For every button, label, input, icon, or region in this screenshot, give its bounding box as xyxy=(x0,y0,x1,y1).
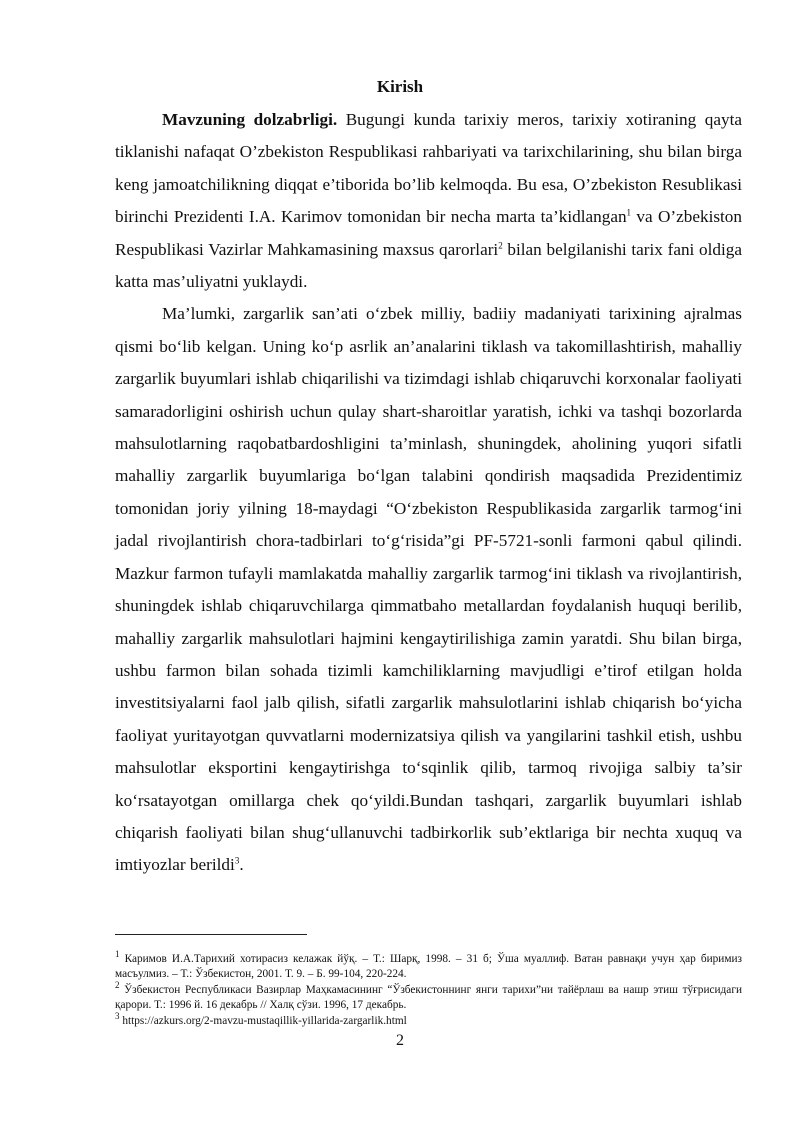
paragraph-text: Bugungi kunda tarixiy meros, tarixiy xotiraning qayta tiklanishi nafaqat O’zbekiston Respublikasi rahbariyati va tarixchilarining, shu bilan birga keng jamoatchilikning diqqat e’tiborida bo’lib kelmoqda. Bu esa, O’zbekiston Resublikasi birinchi Prezidenti I.A. Karimov tomonidan bir necha marta ta’kidlangan xyxy=(115,110,742,227)
footnote-ref-2[interactable]: 2 xyxy=(498,239,503,250)
footnote-ref-1[interactable]: 1 xyxy=(626,207,632,218)
paragraph-text: Ma’lumki, zargarlik san’ati o‘zbek milliy, badiiy madaniyati tarixining ajralmas qismi bo‘lib kelgan. Uning ko‘p asrlik an’analarini tiklash va takomillashtirish, mahalliy zargarlik buyumlari ishlab chiqarilishi va tizimdagi ishlab chiqaruvchi korxonalar faoliyati samaradorligini oshirish uchun qulay shart-sharoitlar yaratish, ichki va tashqi bozorlarda mahsulotlarning raqobatbardoshligini ta’minlash, shuningdek, aholining yuqori sifatli mahalliy zargarlik buyumlariga bo‘lgan talabini qondirish maqsadida Prezidentimiz tomonidan joriy yilning 18-maydagi “O‘zbekiston Respublikasida zargarlik tarmog‘ini jadal rivojlantirish chora-tadbirlari to‘g‘risida”gi PF-5721-sonli farmoni qabul qilindi. Mazkur farmon tufayli mamlakatda mahalliy zargarlik tarmog‘ini tiklash va rivojlantirish, shuningdek ishlab chiqaruvchilarga qimmatbaho metallardan foydalanish huquqi berilib, mahalliy zargarlik mahsulotlari hajmini kengaytirilishiga zamin yaratdi. Shu bilan birga, ushbu farmon bilan sohada tizimli kamchiliklarning mavjudligi e’tirof etilgan holda investitsiyalarni faol jalb qilish, sifatli zargarlik mahsulotlarini ishlab chiqarish bo‘yicha faoliyat yuritayotgan quvvatlarni modernizatsiya qilish va yangilarini tashkil etish, ushbu mahsulotlar eksportini kengaytirishga to‘sqinlik qilib, tarmoq rivojiga salbiy ta’sir ko‘rsatayotgan omillarga chek qo‘yildi.Bundan tashqari, zargarlik buyumlari ishlab chiqarish faoliyati bilan shug‘ullanuvchi tadbirkorlik sub’ektlariga bir nechta xuquq va imtiyozlar berildi xyxy=(115,304,742,875)
section-lead: Mavzuning dolzabrligi. xyxy=(162,110,338,129)
footnote-mark: 3 xyxy=(115,1011,120,1022)
footnote-text: Каримов И.А.Тарихий хотирасиз келажак йўқ. – Т.: Шарқ, 1998. – 31 б; Ўша муаллиф. Ватан равнақи учун ҳар биримиз масъулмиз. – Т.: Ўзбекистон, 2001. Т. 9. – Б. 99-104, 220-224. xyxy=(115,953,742,980)
footnote-link[interactable]: https://azkurs.org/2-mavzu-mustaqillik-yillarida-zargarlik.html xyxy=(119,1015,407,1028)
paragraph-text: . xyxy=(239,855,244,875)
footnote-mark: 1 xyxy=(115,949,120,960)
page-number: 2 xyxy=(396,1032,404,1049)
main-text xyxy=(115,104,742,882)
paragraph-text: va O’zbekiston Respublikasi Vazirlar Mahkamasining maxsus qarorlari xyxy=(115,207,742,259)
footnotes xyxy=(115,949,742,1031)
footnote-separator xyxy=(115,934,307,935)
footnote-ref-3[interactable]: 3 xyxy=(234,855,240,866)
footnote-3 xyxy=(115,1011,742,1029)
paragraph-text: bilan belgilanishi tarix fani oldiga katta mas’uliyatni yuklaydi. xyxy=(115,239,742,292)
footnote-2 xyxy=(115,980,742,1012)
footnote-mark: 2 xyxy=(115,980,120,991)
footnote-1 xyxy=(115,949,742,981)
paragraph-relevance xyxy=(115,104,742,298)
footnote-text: Ўзбекистон Республикаси Вазирлар Маҳкамасининг “Ўзбекистоннинг янги тарихи”ни тайёрлаш ва нашр этиш тўғрисидаги қарори. Т.: 1996 й. 16 декабрь // Халқ сўзи. 1996, 17 декабрь. xyxy=(115,984,742,1011)
paragraph-jewelry xyxy=(115,298,742,881)
page-title: Kirish xyxy=(376,77,424,96)
